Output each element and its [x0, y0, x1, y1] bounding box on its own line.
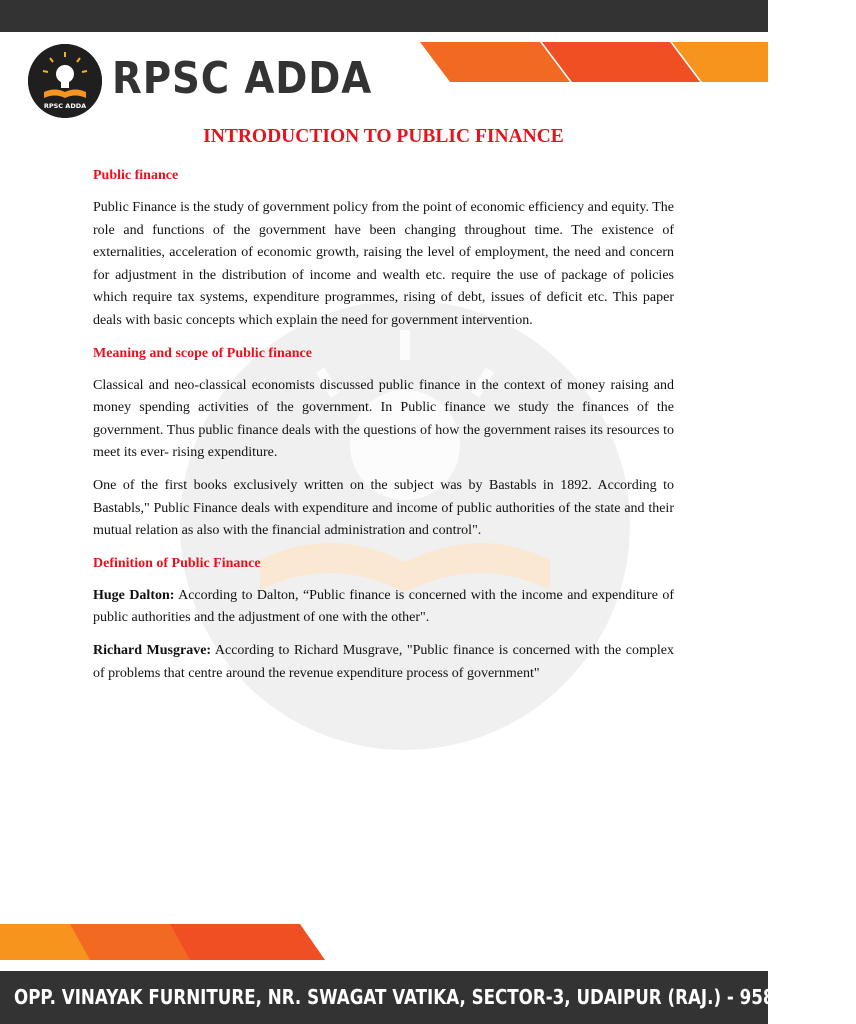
logo-label: RPSC ADDA: [43, 102, 87, 110]
brand-logo: [28, 44, 102, 118]
top-bar: [0, 0, 768, 32]
definition-musgrave: [93, 640, 674, 685]
brand-name: RPSC ADDA: [112, 53, 373, 104]
section-heading-definition: Definition of Public Finance: [93, 555, 261, 571]
paragraph: Public Finance is the study of government policy from the point of economic efficiency and equity. The role and functions of the government have been changing throughout time. The existence of externalities, acceleration of economic growth, raising the level of employment, the need and concern for adjustment in the distribution of income and wealth etc. require the use of package of policies which require tax systems, expenditure programmes, rising of debt, issues of deficit etc. This paper deals with basic concepts which explain the need for government intervention.: [93, 200, 674, 328]
section-heading-meaning-scope: Meaning and scope of Public finance: [93, 345, 312, 361]
document-title: INTRODUCTION TO PUBLIC FINANCE: [203, 126, 564, 147]
paragraph: Classical and neo-classical economists discussed public finance in the context of money raising and money spending activities of the government. In Public finance we study the finances of the government. Thus public finance deals with the questions of how the government raises its resources to meet its ever- rising expenditure.: [93, 377, 674, 461]
footer-address: OPP. VINAYAK FURNITURE, NR. SWAGAT VATIKA, SECTOR-3, UDAIPUR (RAJ.) - 9587230303: [14, 985, 856, 1009]
definition-term: Huge Dalton:: [93, 587, 175, 603]
document-body: [93, 124, 674, 695]
section-heading-public-finance: Public finance: [93, 168, 179, 183]
definition-term: Richard Musgrave:: [93, 642, 212, 658]
paragraph: One of the first books exclusively written on the subject was by Bastabls in 1892. According to Bastabls," Public Finance deals with expenditure and income of public authorities of the state and their mutual relation as also with the financial administration and control".: [93, 477, 674, 539]
definition-dalton: [93, 585, 674, 630]
header-stripes: [420, 42, 768, 82]
footer-bar: [0, 971, 856, 1024]
definition-text: According to Dalton, “Public finance is concerned with the income and expenditure of public authorities and the adjustment of one with the other".: [93, 587, 675, 626]
definition-text: According to Richard Musgrave, "Public finance is concerned with the complex of problems that centre around the revenue expenditure process of government": [93, 642, 674, 681]
footer-stripes: [0, 924, 340, 960]
